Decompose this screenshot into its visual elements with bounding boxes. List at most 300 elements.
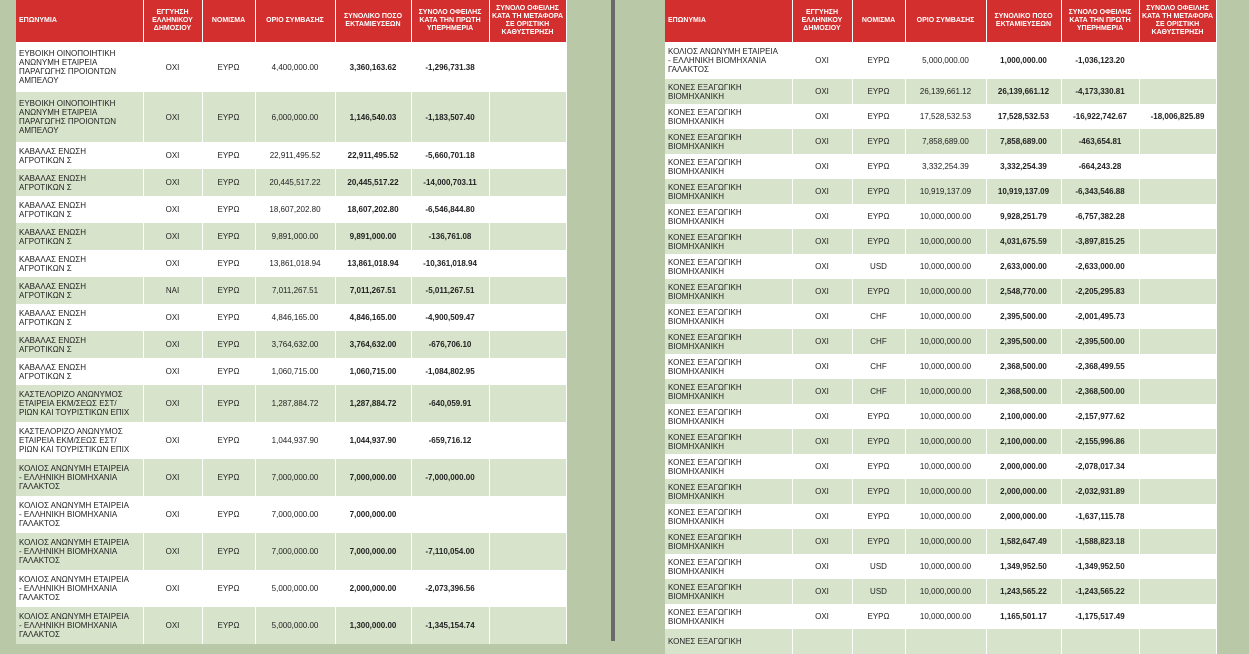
cell-currency: ΕΥΡΩ bbox=[852, 429, 905, 454]
cell-limit: 10,000,000.00 bbox=[905, 204, 986, 229]
cell-limit: 3,764,632.00 bbox=[255, 331, 335, 358]
cell-final-delay bbox=[489, 169, 566, 196]
cell-limit: 22,911,495.52 bbox=[255, 142, 335, 169]
cell-first-default: -6,343,546.88 bbox=[1061, 179, 1139, 204]
cell-currency: ΕΥΡΩ bbox=[202, 331, 255, 358]
cell-name: ΚΟΝΕΣ ΕΞΑΓΩΓΙΚΗ ΒΙΟΜΗΧΑΝΙΚΗ bbox=[665, 579, 792, 604]
right-table bbox=[665, 0, 1217, 654]
cell-first-default: -2,032,931.89 bbox=[1061, 479, 1139, 504]
cell-currency: ΕΥΡΩ bbox=[202, 42, 255, 92]
cell-disbursed: 2,395,500.00 bbox=[986, 329, 1061, 354]
cell-name: ΚΟΝΕΣ ΕΞΑΓΩΓΙΚΗ bbox=[665, 629, 792, 654]
table-row bbox=[665, 379, 1216, 404]
cell-currency: CHF bbox=[852, 329, 905, 354]
cell-name: ΚΑΣΤΕΛΟΡΙΖΟ ΑΝΩΝΥΜΟΣ ΕΤΑΙΡΕΙΑ ΕΚΜ/ΣΕΩΣ ΕΣΤ/ ΡΙΩΝ ΚΑΙ ΤΟΥΡΙΣΤΙΚΩΝ ΕΠΙΧ bbox=[16, 422, 143, 459]
cell-limit: 1,060,715.00 bbox=[255, 358, 335, 385]
cell-first-default bbox=[411, 496, 489, 533]
cell-first-default: -1,588,823.18 bbox=[1061, 529, 1139, 554]
cell-currency: ΕΥΡΩ bbox=[202, 277, 255, 304]
header-currency: ΝΟΜΙΣΜΑ bbox=[852, 0, 905, 42]
cell-guarantee: ΟΧΙ bbox=[792, 254, 852, 279]
cell-name: ΚΟΛΙΟΣ ΑΝΩΝΥΜΗ ΕΤΑΙΡΕΙΑ - ΕΛΛΗΝΙΚΗ ΒΙΟΜΗΧΑΝΙΑ ΓΑΛΑΚΤΟΣ bbox=[665, 42, 792, 79]
cell-guarantee: ΟΧΙ bbox=[792, 579, 852, 604]
cell-guarantee: ΟΧΙ bbox=[143, 533, 202, 570]
cell-first-default: -640,059.91 bbox=[411, 385, 489, 422]
table-row bbox=[665, 329, 1216, 354]
left-table bbox=[16, 0, 567, 644]
cell-first-default: -14,000,703.11 bbox=[411, 169, 489, 196]
header-name: ΕΠΩΝΥΜΙΑ bbox=[665, 0, 792, 42]
cell-disbursed: 2,000,000.00 bbox=[986, 454, 1061, 479]
cell-currency: ΕΥΡΩ bbox=[202, 459, 255, 496]
header-final-delay: ΣΥΝΟΛΟ ΟΦΕΙΛΗΣ ΚΑΤΑ ΤΗ ΜΕΤΑΦΟΡΑ ΣΕ ΟΡΙΣΤΙΚΗ ΚΑΘΥΣΤΕΡΗΣΗ bbox=[1139, 0, 1216, 42]
cell-currency: ΕΥΡΩ bbox=[202, 385, 255, 422]
cell-name: ΚΟΛΙΟΣ ΑΝΩΝΥΜΗ ΕΤΑΙΡΕΙΑ - ΕΛΛΗΝΙΚΗ ΒΙΟΜΗΧΑΝΙΑ ΓΑΛΑΚΤΟΣ bbox=[16, 607, 143, 644]
cell-limit: 26,139,661.12 bbox=[905, 79, 986, 104]
table-row bbox=[16, 250, 566, 277]
backdrop-left bbox=[0, 0, 16, 641]
cell-first-default: -2,157,977.62 bbox=[1061, 404, 1139, 429]
cell-name: ΚΟΛΙΟΣ ΑΝΩΝΥΜΗ ΕΤΑΙΡΕΙΑ - ΕΛΛΗΝΙΚΗ ΒΙΟΜΗΧΑΝΙΑ ΓΑΛΑΚΤΟΣ bbox=[16, 570, 143, 607]
cell-first-default: -1,036,123.20 bbox=[1061, 42, 1139, 79]
cell-guarantee: ΟΧΙ bbox=[143, 570, 202, 607]
cell-currency: ΕΥΡΩ bbox=[852, 454, 905, 479]
cell-currency: CHF bbox=[852, 304, 905, 329]
cell-first-default: -463,654.81 bbox=[1061, 129, 1139, 154]
left-header-row bbox=[16, 0, 566, 42]
cell-final-delay bbox=[489, 607, 566, 644]
cell-limit: 18,607,202.80 bbox=[255, 196, 335, 223]
table-row bbox=[16, 459, 566, 496]
cell-guarantee: ΟΧΙ bbox=[792, 529, 852, 554]
cell-guarantee: ΟΧΙ bbox=[143, 92, 202, 142]
table-row bbox=[665, 529, 1216, 554]
table-row bbox=[665, 604, 1216, 629]
cell-final-delay bbox=[1139, 354, 1216, 379]
cell-final-delay bbox=[1139, 129, 1216, 154]
cell-guarantee: ΟΧΙ bbox=[143, 331, 202, 358]
cell-guarantee: ΟΧΙ bbox=[143, 142, 202, 169]
cell-guarantee: ΟΧΙ bbox=[792, 379, 852, 404]
cell-first-default: -2,633,000.00 bbox=[1061, 254, 1139, 279]
cell-name: ΚΟΝΕΣ ΕΞΑΓΩΓΙΚΗ ΒΙΟΜΗΧΑΝΙΚΗ bbox=[665, 179, 792, 204]
cell-guarantee: ΟΧΙ bbox=[143, 250, 202, 277]
cell-currency: ΕΥΡΩ bbox=[202, 570, 255, 607]
cell-name: ΚΟΝΕΣ ΕΞΑΓΩΓΙΚΗ ΒΙΟΜΗΧΑΝΙΚΗ bbox=[665, 304, 792, 329]
cell-final-delay bbox=[1139, 42, 1216, 79]
cell-guarantee: ΟΧΙ bbox=[792, 104, 852, 129]
cell-currency: ΕΥΡΩ bbox=[852, 129, 905, 154]
cell-guarantee: ΟΧΙ bbox=[792, 279, 852, 304]
cell-guarantee: ΟΧΙ bbox=[792, 304, 852, 329]
cell-name: ΚΟΝΕΣ ΕΞΑΓΩΓΙΚΗ ΒΙΟΜΗΧΑΝΙΚΗ bbox=[665, 104, 792, 129]
cell-limit: 7,858,689.00 bbox=[905, 129, 986, 154]
table-row bbox=[16, 496, 566, 533]
cell-guarantee: ΟΧΙ bbox=[143, 358, 202, 385]
cell-disbursed: 2,395,500.00 bbox=[986, 304, 1061, 329]
table-row bbox=[665, 504, 1216, 529]
table-row bbox=[16, 169, 566, 196]
cell-final-delay bbox=[489, 331, 566, 358]
cell-final-delay bbox=[1139, 279, 1216, 304]
cell-final-delay bbox=[1139, 179, 1216, 204]
cell-limit: 13,861,018.94 bbox=[255, 250, 335, 277]
cell-final-delay bbox=[489, 277, 566, 304]
cell-disbursed: 18,607,202.80 bbox=[335, 196, 411, 223]
cell-disbursed: 1,060,715.00 bbox=[335, 358, 411, 385]
cell-currency: USD bbox=[852, 254, 905, 279]
cell-limit: 4,846,165.00 bbox=[255, 304, 335, 331]
cell-final-delay bbox=[489, 250, 566, 277]
header-first-default: ΣΥΝΟΛΟ ΟΦΕΙΛΗΣ ΚΑΤΑ ΤΗΝ ΠΡΩΤΗ ΥΠΕΡΗΜΕΡΙΑ bbox=[1061, 0, 1139, 42]
cell-disbursed: 1,287,884.72 bbox=[335, 385, 411, 422]
table-row bbox=[665, 554, 1216, 579]
header-currency: ΝΟΜΙΣΜΑ bbox=[202, 0, 255, 42]
cell-limit: 10,000,000.00 bbox=[905, 229, 986, 254]
cell-final-delay bbox=[489, 196, 566, 223]
cell-guarantee: ΟΧΙ bbox=[143, 459, 202, 496]
cell-guarantee: ΟΧΙ bbox=[143, 496, 202, 533]
cell-disbursed: 2,100,000.00 bbox=[986, 429, 1061, 454]
cell-disbursed: 2,100,000.00 bbox=[986, 404, 1061, 429]
cell-currency: ΕΥΡΩ bbox=[202, 92, 255, 142]
cell-name: ΕΥΒΟΙΚΗ ΟΙΝΟΠΟΙΗΤΙΚΗ ΑΝΩΝΥΜΗ ΕΤΑΙΡΕΙΑ ΠΑΡΑΓΩΓΗΣ ΠΡΟΙΟΝΤΩΝ ΑΜΠΕΛΟΥ bbox=[16, 92, 143, 142]
cell-currency: ΕΥΡΩ bbox=[202, 196, 255, 223]
cell-final-delay bbox=[1139, 154, 1216, 179]
cell-first-default: -1,296,731.38 bbox=[411, 42, 489, 92]
cell-name: ΕΥΒΟΙΚΗ ΟΙΝΟΠΟΙΗΤΙΚΗ ΑΝΩΝΥΜΗ ΕΤΑΙΡΕΙΑ ΠΑΡΑΓΩΓΗΣ ΠΡΟΙΟΝΤΩΝ ΑΜΠΕΛΟΥ bbox=[16, 42, 143, 92]
cell-currency: CHF bbox=[852, 354, 905, 379]
cell-currency: ΕΥΡΩ bbox=[852, 479, 905, 504]
table-row bbox=[16, 42, 566, 92]
cell-name: ΚΟΝΕΣ ΕΞΑΓΩΓΙΚΗ ΒΙΟΜΗΧΑΝΙΚΗ bbox=[665, 604, 792, 629]
table-row bbox=[665, 79, 1216, 104]
cell-final-delay bbox=[1139, 404, 1216, 429]
cell-disbursed bbox=[986, 629, 1061, 654]
cell-guarantee: ΝΑΙ bbox=[143, 277, 202, 304]
table-row bbox=[665, 229, 1216, 254]
cell-currency: ΕΥΡΩ bbox=[852, 204, 905, 229]
cell-final-delay bbox=[1139, 329, 1216, 354]
cell-limit: 10,000,000.00 bbox=[905, 479, 986, 504]
cell-first-default: -676,706.10 bbox=[411, 331, 489, 358]
cell-limit: 10,000,000.00 bbox=[905, 404, 986, 429]
cell-final-delay bbox=[489, 533, 566, 570]
cell-first-default: -2,368,499.55 bbox=[1061, 354, 1139, 379]
cell-first-default: -1,637,115.78 bbox=[1061, 504, 1139, 529]
cell-limit: 10,919,137.09 bbox=[905, 179, 986, 204]
table-row bbox=[16, 607, 566, 644]
cell-guarantee: ΟΧΙ bbox=[143, 607, 202, 644]
cell-limit: 10,000,000.00 bbox=[905, 329, 986, 354]
cell-first-default: -5,011,267.51 bbox=[411, 277, 489, 304]
cell-final-delay bbox=[489, 42, 566, 92]
table-row bbox=[16, 331, 566, 358]
cell-limit: 3,332,254.39 bbox=[905, 154, 986, 179]
cell-disbursed: 2,633,000.00 bbox=[986, 254, 1061, 279]
cell-name: ΚΑΣΤΕΛΟΡΙΖΟ ΑΝΩΝΥΜΟΣ ΕΤΑΙΡΕΙΑ ΕΚΜ/ΣΕΩΣ ΕΣΤ/ ΡΙΩΝ ΚΑΙ ΤΟΥΡΙΣΤΙΚΩΝ ΕΠΙΧ bbox=[16, 385, 143, 422]
cell-guarantee: ΟΧΙ bbox=[792, 229, 852, 254]
cell-disbursed: 1,146,540.03 bbox=[335, 92, 411, 142]
table-row bbox=[665, 429, 1216, 454]
table-row bbox=[16, 570, 566, 607]
cell-name: ΚΟΝΕΣ ΕΞΑΓΩΓΙΚΗ ΒΙΟΜΗΧΑΝΙΚΗ bbox=[665, 154, 792, 179]
cell-final-delay bbox=[1139, 79, 1216, 104]
cell-disbursed: 1,300,000.00 bbox=[335, 607, 411, 644]
cell-first-default: -2,395,500.00 bbox=[1061, 329, 1139, 354]
cell-name: ΚΟΝΕΣ ΕΞΑΓΩΓΙΚΗ ΒΙΟΜΗΧΑΝΙΚΗ bbox=[665, 129, 792, 154]
cell-final-delay bbox=[1139, 429, 1216, 454]
cell-final-delay bbox=[1139, 604, 1216, 629]
cell-first-default: -7,110,054.00 bbox=[411, 533, 489, 570]
table-row bbox=[665, 204, 1216, 229]
table-row bbox=[665, 42, 1216, 79]
cell-first-default: -2,368,500.00 bbox=[1061, 379, 1139, 404]
header-guarantee: ΕΓΓΥΗΣΗ ΕΛΛΗΝΙΚΟΥ ΔΗΜΟΣΙΟΥ bbox=[143, 0, 202, 42]
cell-disbursed: 1,165,501.17 bbox=[986, 604, 1061, 629]
cell-disbursed: 3,332,254.39 bbox=[986, 154, 1061, 179]
cell-limit: 10,000,000.00 bbox=[905, 254, 986, 279]
cell-currency: ΕΥΡΩ bbox=[852, 179, 905, 204]
cell-name: ΚΟΝΕΣ ΕΞΑΓΩΓΙΚΗ ΒΙΟΜΗΧΑΝΙΚΗ bbox=[665, 254, 792, 279]
table-row bbox=[665, 254, 1216, 279]
cell-guarantee: ΟΧΙ bbox=[792, 154, 852, 179]
cell-first-default: -1,175,517.49 bbox=[1061, 604, 1139, 629]
cell-final-delay bbox=[1139, 579, 1216, 604]
cell-limit bbox=[905, 629, 986, 654]
cell-disbursed: 3,764,632.00 bbox=[335, 331, 411, 358]
cell-currency: ΕΥΡΩ bbox=[852, 154, 905, 179]
table-row bbox=[16, 533, 566, 570]
cell-disbursed: 1,000,000.00 bbox=[986, 42, 1061, 79]
cell-first-default: -664,243.28 bbox=[1061, 154, 1139, 179]
cell-name: ΚΟΛΙΟΣ ΑΝΩΝΥΜΗ ΕΤΑΙΡΕΙΑ - ΕΛΛΗΝΙΚΗ ΒΙΟΜΗΧΑΝΙΑ ΓΑΛΑΚΤΟΣ bbox=[16, 459, 143, 496]
cell-limit: 4,400,000.00 bbox=[255, 42, 335, 92]
cell-final-delay bbox=[1139, 229, 1216, 254]
header-disbursed: ΣΥΝΟΛΙΚΟ ΠΟΣΟ ΕΚΤΑΜΙΕΥΣΕΩΝ bbox=[335, 0, 411, 42]
cell-limit: 20,445,517.22 bbox=[255, 169, 335, 196]
cell-currency: USD bbox=[852, 554, 905, 579]
cell-limit: 5,000,000.00 bbox=[255, 607, 335, 644]
table-row bbox=[665, 304, 1216, 329]
cell-name: ΚΟΝΕΣ ΕΞΑΓΩΓΙΚΗ ΒΙΟΜΗΧΑΝΙΚΗ bbox=[665, 529, 792, 554]
cell-guarantee: ΟΧΙ bbox=[792, 329, 852, 354]
cell-disbursed: 2,548,770.00 bbox=[986, 279, 1061, 304]
cell-disbursed: 9,891,000.00 bbox=[335, 223, 411, 250]
cell-limit: 7,011,267.51 bbox=[255, 277, 335, 304]
cell-limit: 7,000,000.00 bbox=[255, 496, 335, 533]
cell-final-delay bbox=[1139, 254, 1216, 279]
cell-name: ΚΟΝΕΣ ΕΞΑΓΩΓΙΚΗ ΒΙΟΜΗΧΑΝΙΚΗ bbox=[665, 204, 792, 229]
cell-first-default: -1,243,565.22 bbox=[1061, 579, 1139, 604]
cell-first-default bbox=[1061, 629, 1139, 654]
cell-disbursed: 1,349,952.50 bbox=[986, 554, 1061, 579]
table-row bbox=[665, 179, 1216, 204]
cell-currency: ΕΥΡΩ bbox=[202, 304, 255, 331]
cell-disbursed: 7,011,267.51 bbox=[335, 277, 411, 304]
cell-guarantee: ΟΧΙ bbox=[792, 204, 852, 229]
table-row bbox=[16, 277, 566, 304]
cell-currency: ΕΥΡΩ bbox=[852, 604, 905, 629]
table-row bbox=[665, 404, 1216, 429]
table-row bbox=[16, 385, 566, 422]
cell-name: ΚΟΝΕΣ ΕΞΑΓΩΓΙΚΗ ΒΙΟΜΗΧΑΝΙΚΗ bbox=[665, 404, 792, 429]
cell-currency: ΕΥΡΩ bbox=[202, 358, 255, 385]
table-row bbox=[665, 129, 1216, 154]
cell-first-default: -2,001,495.73 bbox=[1061, 304, 1139, 329]
cell-disbursed: 2,000,000.00 bbox=[335, 570, 411, 607]
cell-guarantee: ΟΧΙ bbox=[792, 129, 852, 154]
table-row bbox=[665, 354, 1216, 379]
cell-limit: 10,000,000.00 bbox=[905, 604, 986, 629]
cell-disbursed: 4,846,165.00 bbox=[335, 304, 411, 331]
cell-disbursed: 9,928,251.79 bbox=[986, 204, 1061, 229]
table-row bbox=[16, 223, 566, 250]
cell-name: ΚΟΝΕΣ ΕΞΑΓΩΓΙΚΗ ΒΙΟΜΗΧΑΝΙΚΗ bbox=[665, 429, 792, 454]
cell-first-default: -2,073,396.56 bbox=[411, 570, 489, 607]
cell-guarantee: ΟΧΙ bbox=[792, 354, 852, 379]
cell-final-delay bbox=[1139, 204, 1216, 229]
cell-first-default: -16,922,742.67 bbox=[1061, 104, 1139, 129]
cell-first-default: -1,183,507.40 bbox=[411, 92, 489, 142]
cell-guarantee: ΟΧΙ bbox=[143, 422, 202, 459]
cell-final-delay bbox=[1139, 504, 1216, 529]
cell-limit: 1,287,884.72 bbox=[255, 385, 335, 422]
cell-first-default: -2,205,295.83 bbox=[1061, 279, 1139, 304]
cell-currency: ΕΥΡΩ bbox=[852, 229, 905, 254]
cell-limit: 7,000,000.00 bbox=[255, 459, 335, 496]
cell-currency: ΕΥΡΩ bbox=[852, 79, 905, 104]
cell-name: ΚΑΒΑΛΑΣ ΕΝΩΣΗ ΑΓΡΟΤΙΚΩΝ Σ bbox=[16, 142, 143, 169]
cell-disbursed: 2,000,000.00 bbox=[986, 504, 1061, 529]
cell-disbursed: 20,445,517.22 bbox=[335, 169, 411, 196]
table-row bbox=[16, 92, 566, 142]
cell-first-default: -6,757,382.28 bbox=[1061, 204, 1139, 229]
cell-disbursed: 17,528,532.53 bbox=[986, 104, 1061, 129]
cell-guarantee: ΟΧΙ bbox=[792, 504, 852, 529]
cell-disbursed: 2,000,000.00 bbox=[986, 479, 1061, 504]
cell-currency: ΕΥΡΩ bbox=[202, 422, 255, 459]
cell-currency: ΕΥΡΩ bbox=[202, 169, 255, 196]
cell-currency: ΕΥΡΩ bbox=[202, 142, 255, 169]
cell-final-delay bbox=[1139, 454, 1216, 479]
cell-first-default: -2,078,017.34 bbox=[1061, 454, 1139, 479]
cell-first-default: -3,897,815.25 bbox=[1061, 229, 1139, 254]
header-first-default: ΣΥΝΟΛΟ ΟΦΕΙΛΗΣ ΚΑΤΑ ΤΗΝ ΠΡΩΤΗ ΥΠΕΡΗΜΕΡΙΑ bbox=[411, 0, 489, 42]
cell-name: ΚΑΒΑΛΑΣ ΕΝΩΣΗ ΑΓΡΟΤΙΚΩΝ Σ bbox=[16, 169, 143, 196]
cell-limit: 6,000,000.00 bbox=[255, 92, 335, 142]
cell-currency: ΕΥΡΩ bbox=[202, 607, 255, 644]
cell-limit: 10,000,000.00 bbox=[905, 554, 986, 579]
cell-limit: 10,000,000.00 bbox=[905, 579, 986, 604]
cell-disbursed: 1,243,565.22 bbox=[986, 579, 1061, 604]
cell-disbursed: 1,044,937.90 bbox=[335, 422, 411, 459]
cell-final-delay bbox=[489, 422, 566, 459]
cell-limit: 5,000,000.00 bbox=[905, 42, 986, 79]
cell-first-default: -1,349,952.50 bbox=[1061, 554, 1139, 579]
cell-limit: 10,000,000.00 bbox=[905, 504, 986, 529]
cell-limit: 9,891,000.00 bbox=[255, 223, 335, 250]
table-row bbox=[16, 422, 566, 459]
cell-guarantee: ΟΧΙ bbox=[143, 196, 202, 223]
cell-limit: 1,044,937.90 bbox=[255, 422, 335, 459]
cell-limit: 17,528,532.53 bbox=[905, 104, 986, 129]
cell-name: ΚΑΒΑΛΑΣ ΕΝΩΣΗ ΑΓΡΟΤΙΚΩΝ Σ bbox=[16, 304, 143, 331]
cell-guarantee: ΟΧΙ bbox=[143, 304, 202, 331]
cell-final-delay bbox=[489, 570, 566, 607]
cell-currency: ΕΥΡΩ bbox=[852, 504, 905, 529]
cell-name: ΚΟΝΕΣ ΕΞΑΓΩΓΙΚΗ ΒΙΟΜΗΧΑΝΙΚΗ bbox=[665, 329, 792, 354]
cell-disbursed: 2,368,500.00 bbox=[986, 354, 1061, 379]
cell-first-default: -659,716.12 bbox=[411, 422, 489, 459]
cell-name: ΚΑΒΑΛΑΣ ΕΝΩΣΗ ΑΓΡΟΤΙΚΩΝ Σ bbox=[16, 358, 143, 385]
cell-currency: ΕΥΡΩ bbox=[852, 529, 905, 554]
cell-limit: 10,000,000.00 bbox=[905, 454, 986, 479]
header-final-delay: ΣΥΝΟΛΟ ΟΦΕΙΛΗΣ ΚΑΤΑ ΤΗ ΜΕΤΑΦΟΡΑ ΣΕ ΟΡΙΣΤΙΚΗ ΚΑΘΥΣΤΕΡΗΣΗ bbox=[489, 0, 566, 42]
cell-guarantee: ΟΧΙ bbox=[792, 554, 852, 579]
cell-guarantee: ΟΧΙ bbox=[143, 223, 202, 250]
cell-currency: USD bbox=[852, 579, 905, 604]
header-limit: ΟΡΙΟ ΣΥΜΒΑΣΗΣ bbox=[255, 0, 335, 42]
backdrop-right bbox=[1216, 0, 1249, 641]
cell-disbursed: 7,858,689.00 bbox=[986, 129, 1061, 154]
table-row bbox=[16, 196, 566, 223]
table-row bbox=[665, 154, 1216, 179]
cell-final-delay bbox=[1139, 529, 1216, 554]
right-header-row bbox=[665, 0, 1216, 42]
cell-currency: ΕΥΡΩ bbox=[202, 533, 255, 570]
cell-name: ΚΑΒΑΛΑΣ ΕΝΩΣΗ ΑΓΡΟΤΙΚΩΝ Σ bbox=[16, 223, 143, 250]
cell-currency bbox=[852, 629, 905, 654]
cell-disbursed: 7,000,000.00 bbox=[335, 496, 411, 533]
cell-final-delay bbox=[1139, 554, 1216, 579]
cell-first-default: -4,173,330.81 bbox=[1061, 79, 1139, 104]
right-table-panel bbox=[665, 0, 1216, 646]
cell-final-delay: -18,006,825.89 bbox=[1139, 104, 1216, 129]
cell-disbursed: 3,360,163.62 bbox=[335, 42, 411, 92]
table-row bbox=[16, 142, 566, 169]
table-row bbox=[665, 279, 1216, 304]
cell-name: ΚΑΒΑΛΑΣ ΕΝΩΣΗ ΑΓΡΟΤΙΚΩΝ Σ bbox=[16, 331, 143, 358]
cell-first-default: -4,900,509.47 bbox=[411, 304, 489, 331]
cell-limit: 5,000,000.00 bbox=[255, 570, 335, 607]
cell-name: ΚΟΛΙΟΣ ΑΝΩΝΥΜΗ ΕΤΑΙΡΕΙΑ - ΕΛΛΗΝΙΚΗ ΒΙΟΜΗΧΑΝΙΑ ΓΑΛΑΚΤΟΣ bbox=[16, 496, 143, 533]
cell-first-default: -2,155,996.86 bbox=[1061, 429, 1139, 454]
cell-name: ΚΟΝΕΣ ΕΞΑΓΩΓΙΚΗ ΒΙΟΜΗΧΑΝΙΚΗ bbox=[665, 504, 792, 529]
cell-final-delay bbox=[1139, 379, 1216, 404]
cell-name: ΚΑΒΑΛΑΣ ΕΝΩΣΗ ΑΓΡΟΤΙΚΩΝ Σ bbox=[16, 250, 143, 277]
cell-name: ΚΟΛΙΟΣ ΑΝΩΝΥΜΗ ΕΤΑΙΡΕΙΑ - ΕΛΛΗΝΙΚΗ ΒΙΟΜΗΧΑΝΙΑ ΓΑΛΑΚΤΟΣ bbox=[16, 533, 143, 570]
cell-guarantee: ΟΧΙ bbox=[792, 604, 852, 629]
cell-final-delay bbox=[489, 223, 566, 250]
cell-final-delay bbox=[1139, 629, 1216, 654]
cell-name: ΚΟΝΕΣ ΕΞΑΓΩΓΙΚΗ ΒΙΟΜΗΧΑΝΙΚΗ bbox=[665, 279, 792, 304]
page-divider bbox=[611, 0, 615, 641]
cell-name: ΚΟΝΕΣ ΕΞΑΓΩΓΙΚΗ ΒΙΟΜΗΧΑΝΙΚΗ bbox=[665, 479, 792, 504]
cell-guarantee: ΟΧΙ bbox=[143, 385, 202, 422]
cell-first-default: -1,084,802.95 bbox=[411, 358, 489, 385]
cell-guarantee: ΟΧΙ bbox=[143, 42, 202, 92]
cell-disbursed: 7,000,000.00 bbox=[335, 459, 411, 496]
cell-name: ΚΟΝΕΣ ΕΞΑΓΩΓΙΚΗ ΒΙΟΜΗΧΑΝΙΚΗ bbox=[665, 554, 792, 579]
left-table-panel bbox=[16, 0, 566, 641]
header-guarantee: ΕΓΓΥΗΣΗ ΕΛΛΗΝΙΚΟΥ ΔΗΜΟΣΙΟΥ bbox=[792, 0, 852, 42]
cell-guarantee: ΟΧΙ bbox=[792, 454, 852, 479]
cell-final-delay bbox=[1139, 304, 1216, 329]
cell-first-default: -10,361,018.94 bbox=[411, 250, 489, 277]
cell-first-default: -136,761.08 bbox=[411, 223, 489, 250]
cell-name: ΚΟΝΕΣ ΕΞΑΓΩΓΙΚΗ ΒΙΟΜΗΧΑΝΙΚΗ bbox=[665, 229, 792, 254]
